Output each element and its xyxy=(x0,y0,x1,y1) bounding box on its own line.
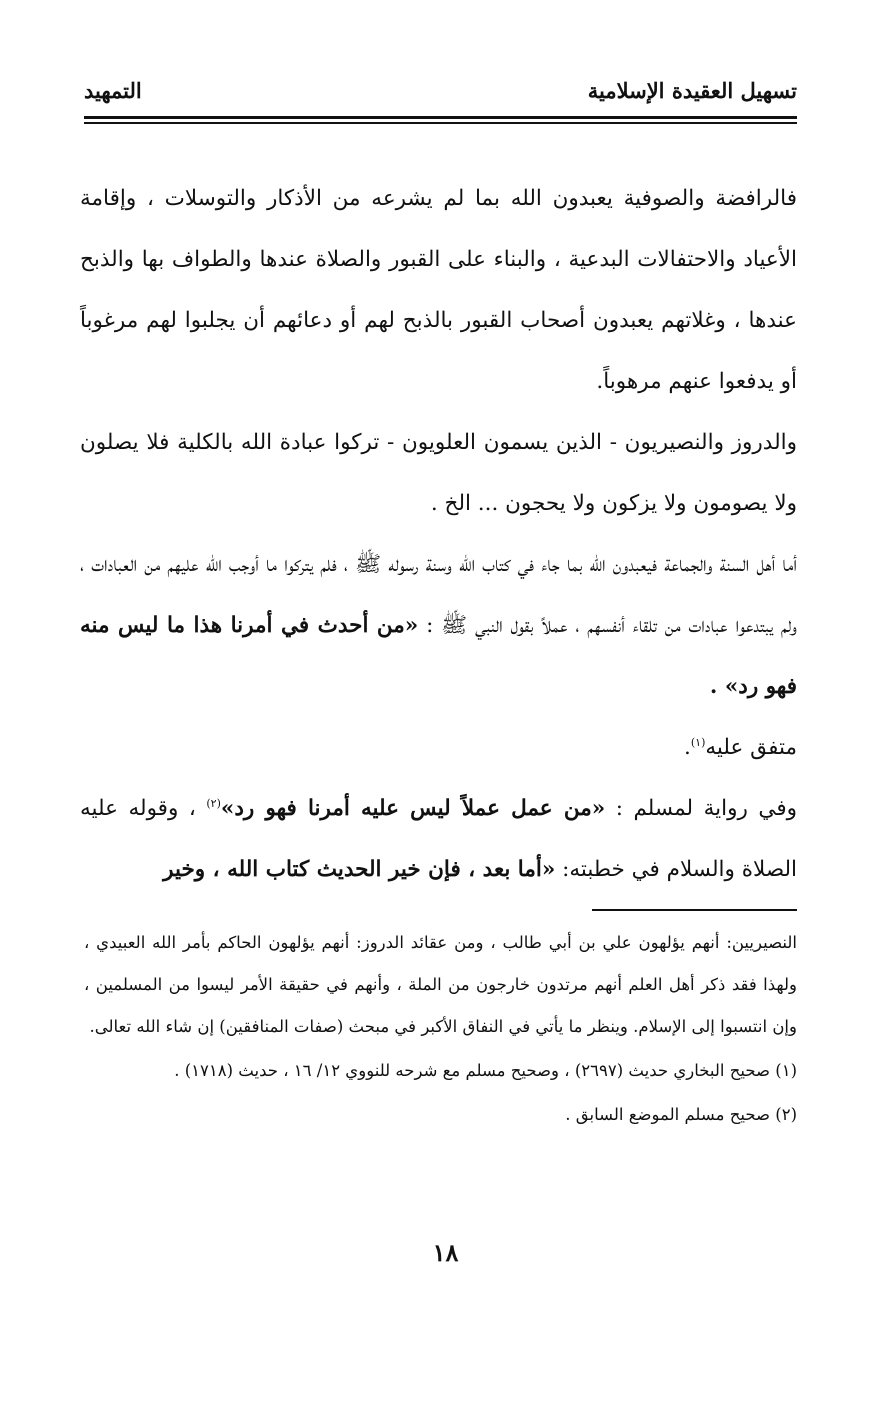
footnote-ref-2: (٢) xyxy=(206,796,221,810)
footnote-ref-1: (١) xyxy=(690,735,706,749)
footnotes xyxy=(84,922,797,1136)
footnote-separator xyxy=(592,909,797,911)
footnote-1: (١) صحيح البخاري حديث (٢٦٩٧) ، وصحيح مسلم مع شرحه للنووي ١٢/ ١٦ ، حديث (١٧١٨) . xyxy=(174,1061,797,1080)
paragraph-ahl-sunnah-text: أما أهل السنة والجماعة فيعبدون الله بما جاء في كتاب الله وسنة رسوله ﷺ ، فلم يتركوا ما أوجب الله عليهم من العبادات ، ولم يبتدعوا عبادات من تلقاء أنفسهم ، عملاً بقول النبي ﷺ : xyxy=(80,552,797,638)
book-title: تسهيل العقيدة الإسلامية xyxy=(587,77,797,103)
footnote-2: (٢) صحيح مسلم الموضع السابق . xyxy=(565,1105,797,1124)
footnote-continuation: النصيريين: أنهم يؤلهون علي بن أبي طالب ، ومن عقائد الدروز: أنهم يؤلهون الحاكم بأمر الله العبيدي ، ولهذا فقد ذكر أهل العلم أنهم مرتدون خارجون من الملة ، وأنهم في حقيقة الأمر ليسوا من المسلمين ، وإن انتسبوا إلى الإسلام. وينظر ما يأتي في النفاق الأكبر في مبحث (صفات المنافقين) إن شاء الله تعالى. xyxy=(84,933,797,1036)
paragraph-muslim-narration xyxy=(80,778,797,900)
hadith-quote: «من أحدث في أمرنا هذا ما ليس منه فهو رد» . xyxy=(80,613,797,699)
page-number: ١٨ xyxy=(432,1238,459,1267)
paragraph-ahl-sunnah: أما أهل السنة والجماعة فيعبدون الله بما جاء في كتاب الله وسنة رسوله ﷺ ، فلم يتركوا ما أوجب الله عليهم من العبادات ، ولم يبتدعوا عبادات من تلقاء أنفسهم ، عملاً بقول النبي ﷺ : «من أحدث في أمرنا هذا ما ليس منه فهو رد» . متفق عليه$^{(١)}$. xyxy=(80,552,797,760)
hadith-source: متفق عليه xyxy=(705,735,797,760)
paragraph-druze-nusayris: والدروز والنصيريون - الذين يسمون العلويون - تركوا عبادة الله بالكلية فلا يصلون ولا يصومون ولا يزكون ولا يحجون ... الخ . xyxy=(80,430,797,516)
header-rule-thin xyxy=(84,122,797,124)
paragraph-khutbah-intro: ، وقوله عليه الصلاة والسلام في خطبته: xyxy=(80,796,797,882)
hadith-quote-muslim: «من عمل عملاً ليس عليه أمرنا فهو رد» xyxy=(220,796,606,821)
section-title: التمهيد xyxy=(84,77,142,103)
main-text xyxy=(80,168,797,900)
header-rule-thick xyxy=(84,116,797,119)
running-header xyxy=(84,72,797,108)
paragraph-rafida-sufism: فالرافضة والصوفية يعبدون الله بما لم يشرعه من الأذكار والتوسلات ، وإقامة الأعياد والاحتفالات البدعية ، والبناء على القبور والصلاة عندها والطواف بها والذبح عندها ، وغلاتهم يعبدون أصحاب القبور بالذبح لهم أو دعائهم أن يجلبوا لهم مرغوباً أو يدفعوا عنهم مرهوباً. xyxy=(80,186,797,394)
hadith-quote-khutbah: «أما بعد ، فإن خير الحديث كتاب الله ، وخير xyxy=(163,857,556,882)
paragraph-muslim-intro: وفي رواية لمسلم : xyxy=(615,796,797,821)
